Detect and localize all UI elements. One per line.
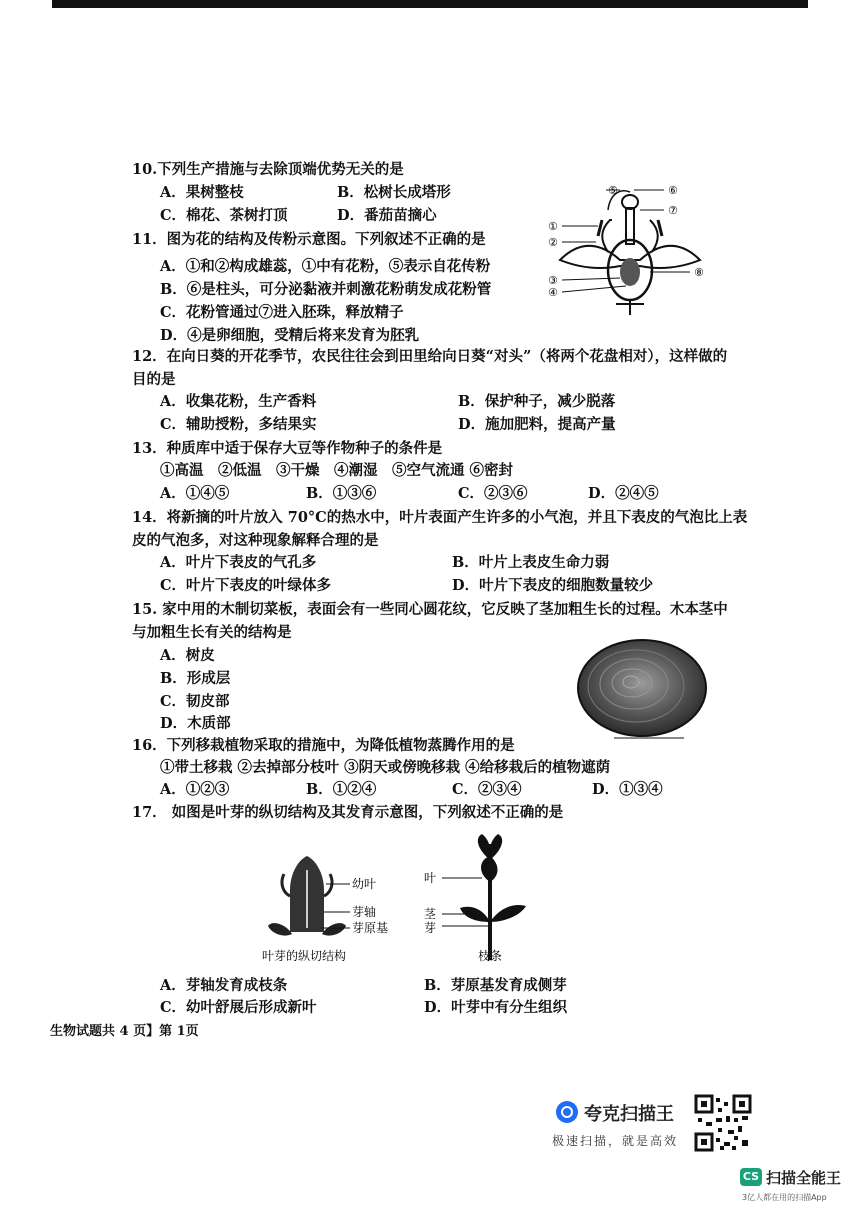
flower-label-1: ① xyxy=(548,220,558,233)
flower-label-8: ⑧ xyxy=(694,266,704,279)
question-13-stem: 13．种质库中适于保存大豆等作物种子的条件是 xyxy=(132,440,443,457)
question-12-option-a: A．收集花粉，生产香料 xyxy=(160,393,317,410)
branch-label-leaf: 叶 xyxy=(424,871,437,885)
branch-label-bud: 芽 xyxy=(424,921,437,935)
question-17-option-c: C．幼叶舒展后形成新叶 xyxy=(160,999,317,1016)
question-12-option-b: B．保护种子，减少脱落 xyxy=(458,393,616,410)
quark-app-name: 夸克扫描王 xyxy=(584,1104,674,1125)
question-11-option-a: A．①和②构成雄蕊，①中有花粉，⑤表示自花传粉 xyxy=(160,258,491,275)
qr-code-icon xyxy=(694,1094,752,1152)
question-12-stem-continued: 目的是 xyxy=(132,371,176,388)
bud-label-bud-axis: 芽轴 xyxy=(352,905,377,919)
flower-label-7: ⑦ xyxy=(668,204,678,217)
flower-pollination-diagram xyxy=(540,180,720,320)
bud-caption: 叶芽的纵切结构 xyxy=(262,949,347,963)
branch-diagram xyxy=(420,830,540,970)
flower-label-4: ④ xyxy=(548,286,558,299)
question-10-option-a: A．果树整枝 xyxy=(160,184,244,201)
bud-label-bud-primordium: 芽原基 xyxy=(352,921,389,935)
camscanner-app-name: 扫描全能王 xyxy=(766,1169,842,1187)
question-17-option-d: D．叶芽中有分生组织 xyxy=(424,999,568,1016)
question-16-stem: 16．下列移栽植物采取的措施中，为降低植物蒸腾作用的是 xyxy=(132,737,515,754)
question-11-stem: 11．图为花的结构及传粉示意图。下列叙述不正确的是 xyxy=(132,231,486,248)
question-12-option-d: D．施加肥料，提高产量 xyxy=(458,416,616,433)
quark-logo-icon xyxy=(556,1101,578,1123)
question-15-option-d: D．木质部 xyxy=(160,715,231,732)
question-15-stem-continued: 与加粗生长有关的结构是 xyxy=(132,624,292,641)
question-13-option-a: A．①④⑤ xyxy=(160,485,230,502)
branch-label-stem: 茎 xyxy=(424,907,437,921)
question-17-option-a: A．芽轴发育成枝条 xyxy=(160,977,288,994)
question-15-option-c: C．韧皮部 xyxy=(160,693,230,710)
question-16-option-c: C．②③④ xyxy=(452,781,522,798)
camscanner-logo-icon: CS xyxy=(740,1168,762,1186)
flower-label-2: ② xyxy=(548,236,558,249)
question-11-option-d: D．④是卵细胞，受精后将来发育为胚乳 xyxy=(160,327,420,344)
question-14-stem-continued: 皮的气泡多，对这种现象解释合理的是 xyxy=(132,532,379,549)
question-14-option-d: D．叶片下表皮的细胞数量较少 xyxy=(452,577,654,594)
leaf-bud-section-diagram xyxy=(262,850,402,970)
quark-slogan: 极速扫描，就是高效 xyxy=(552,1134,679,1148)
question-12-option-c: C．辅助授粉，多结果实 xyxy=(160,416,317,433)
camscanner-slogan: 3亿人都在用的扫描App xyxy=(742,1193,827,1202)
question-16-option-b: B．①②④ xyxy=(306,781,377,798)
flower-label-5: ⑤ xyxy=(608,184,618,197)
question-11-option-b: B．⑥是柱头，可分泌黏液并刺激花粉萌发成花粉管 xyxy=(160,281,492,298)
question-14-stem: 14．将新摘的叶片放入 70°C的热水中，叶片表面产生许多的小气泡，并且下表皮的气泡比上表 xyxy=(132,509,748,526)
page-footer: 生物试题共 4 页】第 1页 xyxy=(50,1024,199,1039)
scan-top-border xyxy=(52,0,808,8)
question-15-option-a: A．树皮 xyxy=(160,647,215,664)
question-15-option-b: B．形成层 xyxy=(160,670,231,687)
question-13-conditions: ①高温 ②低温 ③干燥 ④潮湿 ⑤空气流通 ⑥密封 xyxy=(160,462,514,479)
flower-label-3: ③ xyxy=(548,274,558,287)
bud-label-young-leaf: 幼叶 xyxy=(352,877,377,891)
question-11-option-c: C．花粉管通过⑦进入胚珠，释放精子 xyxy=(160,304,404,321)
question-13-option-c: C．②③⑥ xyxy=(458,485,528,502)
question-14-option-b: B．叶片上表皮生命力弱 xyxy=(452,554,610,571)
question-16-option-a: A．①②③ xyxy=(160,781,230,798)
question-16-conditions: ①带土移栽 ②去掉部分枝叶 ③阴天或傍晚移栽 ④给移栽后的植物遮荫 xyxy=(160,759,611,776)
question-16-option-d: D．①③④ xyxy=(592,781,663,798)
question-17-option-b: B．芽原基发育成侧芽 xyxy=(424,977,567,994)
question-10-option-d: D．番茄苗摘心 xyxy=(337,207,437,224)
question-10-option-c: C．棉花、茶树打顶 xyxy=(160,207,288,224)
question-12-stem: 12．在向日葵的开花季节，农民往往会到田里给向日葵“对头”（将两个花盘相对），这样做的 xyxy=(132,348,728,365)
question-14-option-a: A．叶片下表皮的气孔多 xyxy=(160,554,317,571)
question-13-option-b: B．①③⑥ xyxy=(306,485,377,502)
question-14-option-c: C．叶片下表皮的叶绿体多 xyxy=(160,577,332,594)
flower-label-6: ⑥ xyxy=(668,184,678,197)
wood-cross-section-image xyxy=(574,638,710,742)
branch-caption: 枝条 xyxy=(478,949,503,963)
question-13-option-d: D．②④⑤ xyxy=(588,485,659,502)
question-17-stem: 17． 如图是叶芽的纵切结构及其发育示意图，下列叙述不正确的是 xyxy=(132,804,564,821)
question-10-option-b: B．松树长成塔形 xyxy=(337,184,451,201)
question-15-stem: 15. 家中用的木制切菜板，表面会有一些同心圆花纹，它反映了茎加粗生长的过程。木本茎中 xyxy=(132,601,728,618)
question-10-stem: 10.下列生产措施与去除顶端优势无关的是 xyxy=(132,161,404,178)
